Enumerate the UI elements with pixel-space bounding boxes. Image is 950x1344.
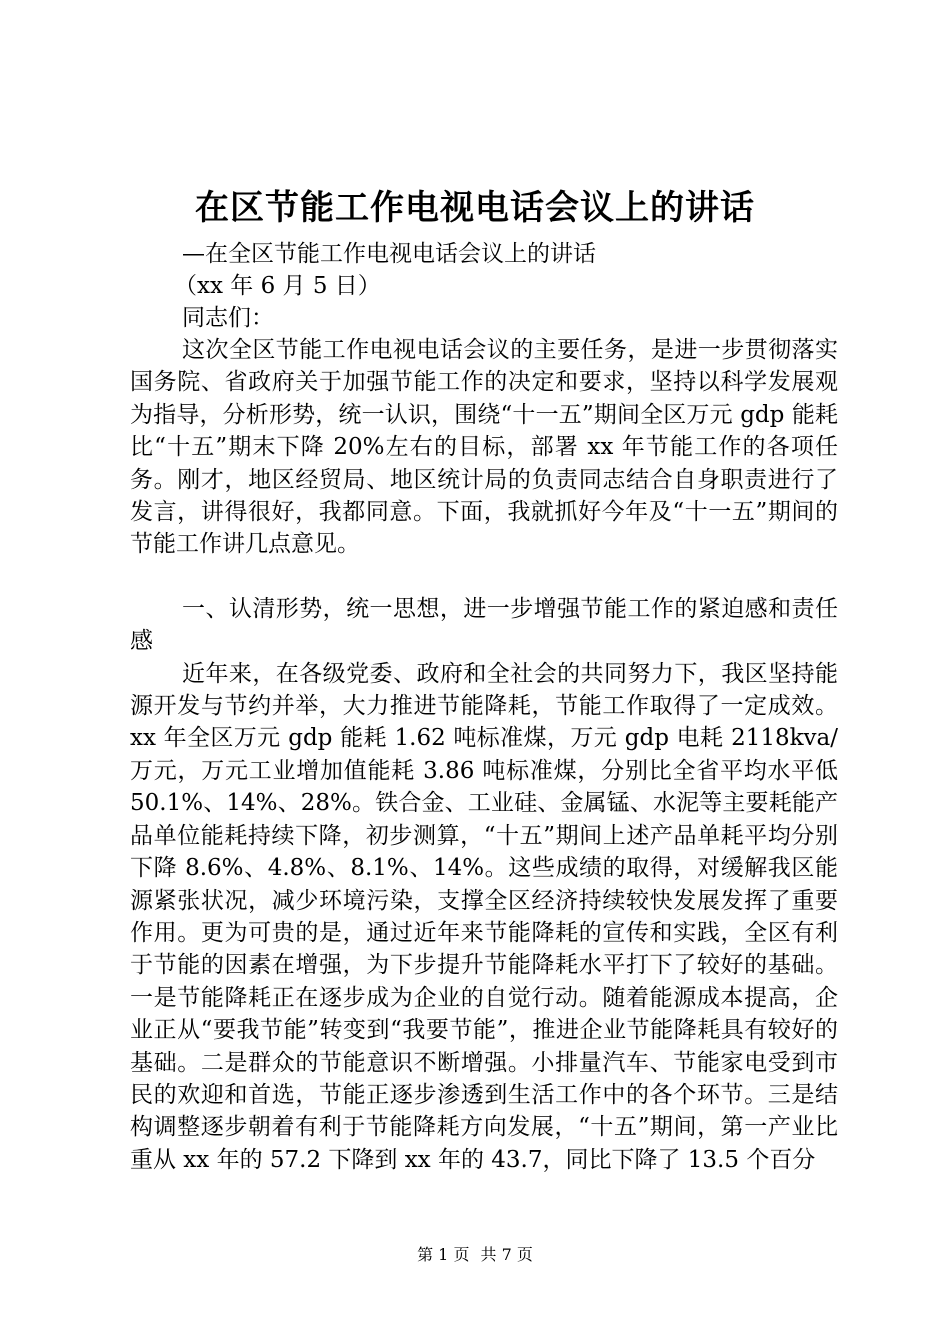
- document-title: 在区节能工作电视电话会议上的讲话: [195, 188, 755, 228]
- salutation: 同志们：: [182, 305, 274, 331]
- paragraph-intro: 这次全区节能工作电视电话会议的主要任务，是进一步贯彻落实国务院、省政府关于加强节能工作的决定和要求，坚持以科学发展观为指导，分析形势，统一认识，围绕“十一五”期间全区万元 gdp 能耗比“十五”期末下降 20%左右的目标，部署 xx 年节能工作的各项任务。刚才，地区经贸局、地区统计局的负责同志结合自身职责进行了发言，讲得很好，我都同意。下面，我就抓好今年及“十一五”期间的节能工作讲几点意见。: [130, 337, 838, 558]
- paragraph-body: 近年来，在各级党委、政府和全社会的共同努力下，我区坚持能源开发与节约并举，大力推进节能降耗，节能工作取得了一定成效。xx 年全区万元 gdp 能耗 1.62 吨标准煤，万元 gdp 电耗 2118kva/万元，万元工业增加值能耗 3.86 吨标准煤，分别比全省平均水平低 50.1%、14%、28%。铁合金、工业硅、金属锰、水泥等主要耗能产品单位能耗持续下降，初步测算，“十五”期间上述产品单耗平均分别下降 8.6%、4.8%、8.1%、14%。这些成绩的取得，对缓解我区能源紧张状况，减少环境污染，支撑全区经济持续较快发展发挥了重要作用。更为可贵的是，通过近年来节能降耗的宣传和实践，全区有利于节能的因素在增强，为下步提升节能降耗水平打下了较好的基础。一是节能降耗正在逐步成为企业的自觉行动。随着能源成本提高，企业正从“要我节能”转变到“我要节能”，推进企业节能降耗具有较好的基础。二是群众的节能意识不断增强。小排量汽车、节能家电受到市民的欢迎和首选，节能正逐步渗透到生活工作中的各个环节。三是结构调整逐步朝着有利于节能降耗方向发展，“十五”期间，第一产业比重从 xx 年的 57.2 下降到 xx 年的 43.7，同比下降了 13.5 个百分: [130, 660, 838, 1173]
- page-total: 共 7 页: [480, 1245, 533, 1264]
- paragraph-spacer: [130, 561, 838, 593]
- page-footer: [0, 1244, 950, 1266]
- section-heading: 一、认清形势，统一思想，进一步增强节能工作的紧迫感和责任感: [130, 595, 838, 655]
- document-date: （xx 年 6 月 5 日）: [174, 273, 381, 299]
- page-number: 第 1 页: [417, 1245, 470, 1264]
- document-body: [130, 334, 838, 1176]
- document-subtitle: —在全区节能工作电视电话会议上的讲话: [182, 241, 596, 267]
